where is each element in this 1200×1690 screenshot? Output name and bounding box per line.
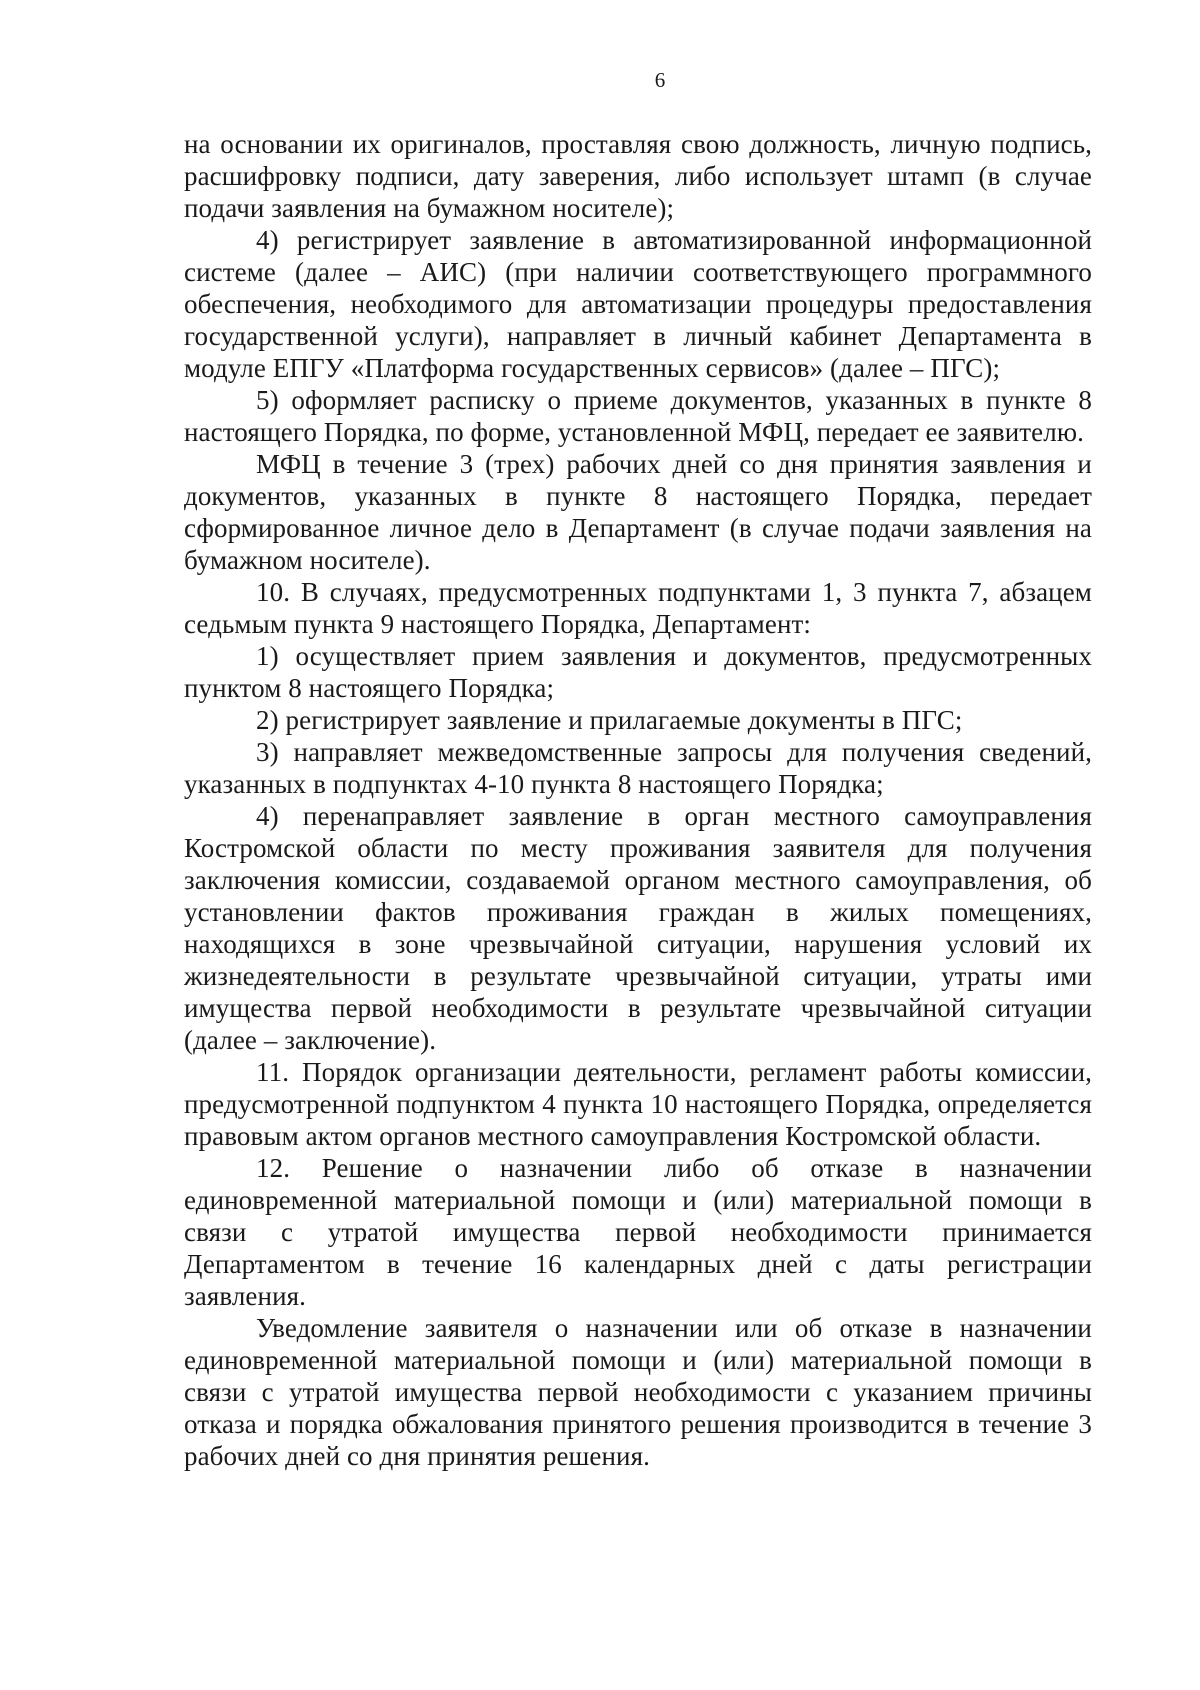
paragraph-subitem-5-receipt: 5) оформляет расписку о приеме документов, указанных в пункте 8 настоящего Порядка, по форме, установленной МФЦ, передает ее заявителю. (184, 385, 1092, 447)
paragraph-continuation: на основании их оригиналов, проставляя свою должность, личную подпись, расшифровку подписи, дату заверения, либо использует штамп (в случае подачи заявления на бумажном носителе); (184, 129, 1092, 223)
paragraph-mfc-transfer: МФЦ в течение 3 (трех) рабочих дней со дня принятия заявления и документов, указанных в пункте 8 настоящего Порядка, передает сформированное личное дело в Департамент (в случае подачи заявления на бумажном носителе). (184, 449, 1092, 575)
paragraph-notification: Уведомление заявителя о назначении или об отказе в назначении единовременной материальной помощи и (или) материальной помощи в связи с утратой имущества первой необходимости с указанием причины отказа и порядка обжалования принятого решения производится в течение 3 рабочих дней со дня принятия решения. (184, 1313, 1092, 1471)
paragraph-subitem-4-register: 4) регистрирует заявление в автоматизированной информационной системе (далее – АИС) (при наличии соответствующего программного обеспечения, необходимого для автоматизации процедуры предоставления государственной услуги), направляет в личный кабинет Департамента в модуле ЕПГУ «Платформа государственных сервисов» (далее – ПГС); (184, 225, 1092, 383)
paragraph-clause-10-item-4: 4) перенаправляет заявление в орган местного самоуправления Костромской области по месту проживания заявителя для получения заключения комиссии, создаваемой органом местного самоуправления, об установлении фактов проживания граждан в жилых помещениях, находящихся в зоне чрезвычайной ситуации, нарушения условий их жизнедеятельности в результате чрезвычайной ситуации, утраты ими имущества первой необходимости в результате чрезвычайной ситуации (далее – заключение). (184, 801, 1092, 1055)
paragraph-clause-11: 11. Порядок организации деятельности, регламент работы комиссии, предусмотренной подпунктом 4 пункта 10 настоящего Порядка, определяется правовым актом органов местного самоуправления Костромской области. (184, 1057, 1092, 1151)
paragraph-clause-10-item-3: 3) направляет межведомственные запросы для получения сведений, указанных в подпунктах 4-10 пункта 8 настоящего Порядка; (184, 737, 1092, 799)
paragraph-clause-10-item-1: 1) осуществляет прием заявления и документов, предусмотренных пунктом 8 настоящего Порядка; (184, 641, 1092, 703)
paragraph-clause-10-item-2: 2) регистрирует заявление и прилагаемые документы в ПГС; (256, 705, 963, 735)
document-body (184, 128, 1092, 1472)
paragraph-clause-12: 12. Решение о назначении либо об отказе в назначении единовременной материальной помощи и (или) материальной помощи в связи с утратой имущества первой необходимости принимается Департаментом в течение 16 календарных дней с даты регистрации заявления. (184, 1153, 1092, 1311)
paragraph-clause-10: 10. В случаях, предусмотренных подпунктами 1, 3 пункта 7, абзацем седьмым пункта 9 настоящего Порядка, Департамент: (184, 577, 1092, 639)
page-number: 6 (654, 68, 666, 92)
